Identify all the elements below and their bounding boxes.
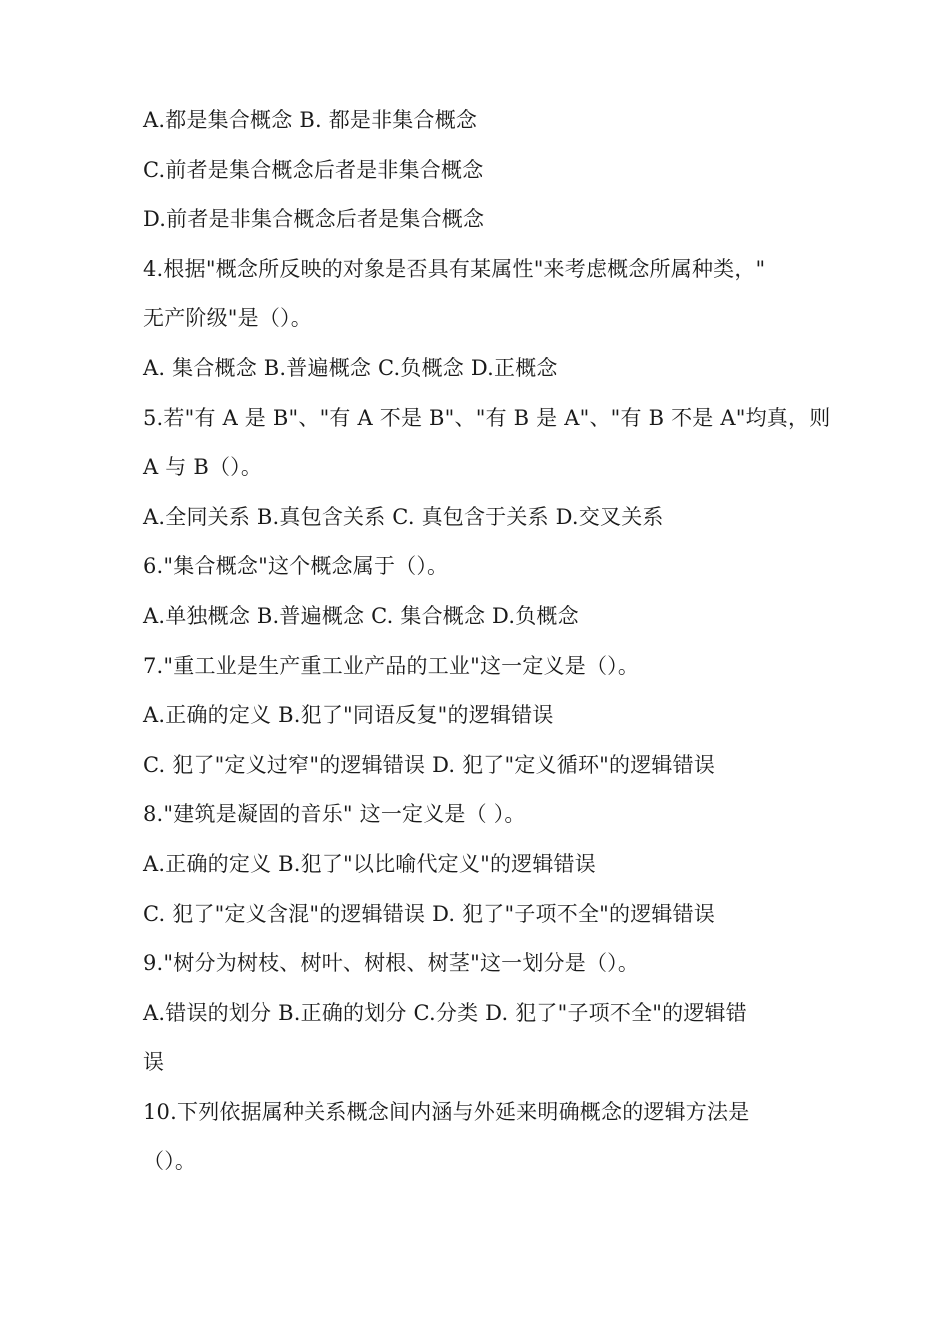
question-5-stem: 5.若"有 A 是 B"、"有 A 不是 B"、"有 B 是 A"、"有 B 不是 A"均真，则: [143, 405, 831, 430]
document-body: [143, 96, 831, 1187]
question-7-options-ab: A.正确的定义 B.犯了"同语反复"的逻辑错误: [143, 703, 554, 728]
question-8-stem: 8."建筑是凝固的音乐" 这一定义是（ ）。: [143, 802, 526, 827]
question-10-stem: 10.下列依据属种关系概念间内涵与外延来明确概念的逻辑方法是: [143, 1099, 750, 1124]
question-3-option-c: C.前者是集合概念后者是非集合概念: [143, 157, 484, 182]
question-7-stem: 7."重工业是生产重工业产品的工业"这一定义是（）。: [143, 653, 640, 678]
question-6-stem: 6."集合概念"这个概念属于（）。: [143, 554, 449, 579]
question-3-option-d: D.前者是非集合概念后者是集合概念: [143, 207, 485, 232]
question-5-options: A.全同关系 B.真包含关系 C. 真包含于关系 D.交叉关系: [143, 504, 664, 529]
question-6-options: A.单独概念 B.普遍概念 C. 集合概念 D.负概念: [143, 603, 579, 628]
question-9-options: A.错误的划分 B.正确的划分 C.分类 D. 犯了"子项不全"的逻辑错: [143, 1000, 747, 1025]
question-4-options: A. 集合概念 B.普遍概念 C.负概念 D.正概念: [143, 355, 558, 380]
question-8-options-cd: C. 犯了"定义含混"的逻辑错误 D. 犯了"子项不全"的逻辑错误: [143, 901, 716, 926]
question-5-stem-continued: A 与 B（）。: [143, 455, 263, 480]
question-7-options-cd: C. 犯了"定义过窄"的逻辑错误 D. 犯了"定义循环"的逻辑错误: [143, 752, 716, 777]
question-9-stem: 9."树分为树枝、树叶、树根、树茎"这一划分是（）。: [143, 951, 640, 976]
question-4-stem-continued: 无产阶级"是（）。: [143, 306, 312, 331]
question-3-option-ab: A.都是集合概念 B. 都是非集合概念: [143, 108, 478, 132]
question-8-options-ab: A.正确的定义 B.犯了"以比喻代定义"的逻辑错误: [143, 851, 596, 876]
question-9-options-continued: 误: [143, 1050, 165, 1075]
question-4-stem: 4.根据"概念所反映的对象是否具有某属性"来考虑概念所属种类，": [143, 256, 766, 281]
question-10-stem-continued: （）。: [143, 1149, 197, 1174]
